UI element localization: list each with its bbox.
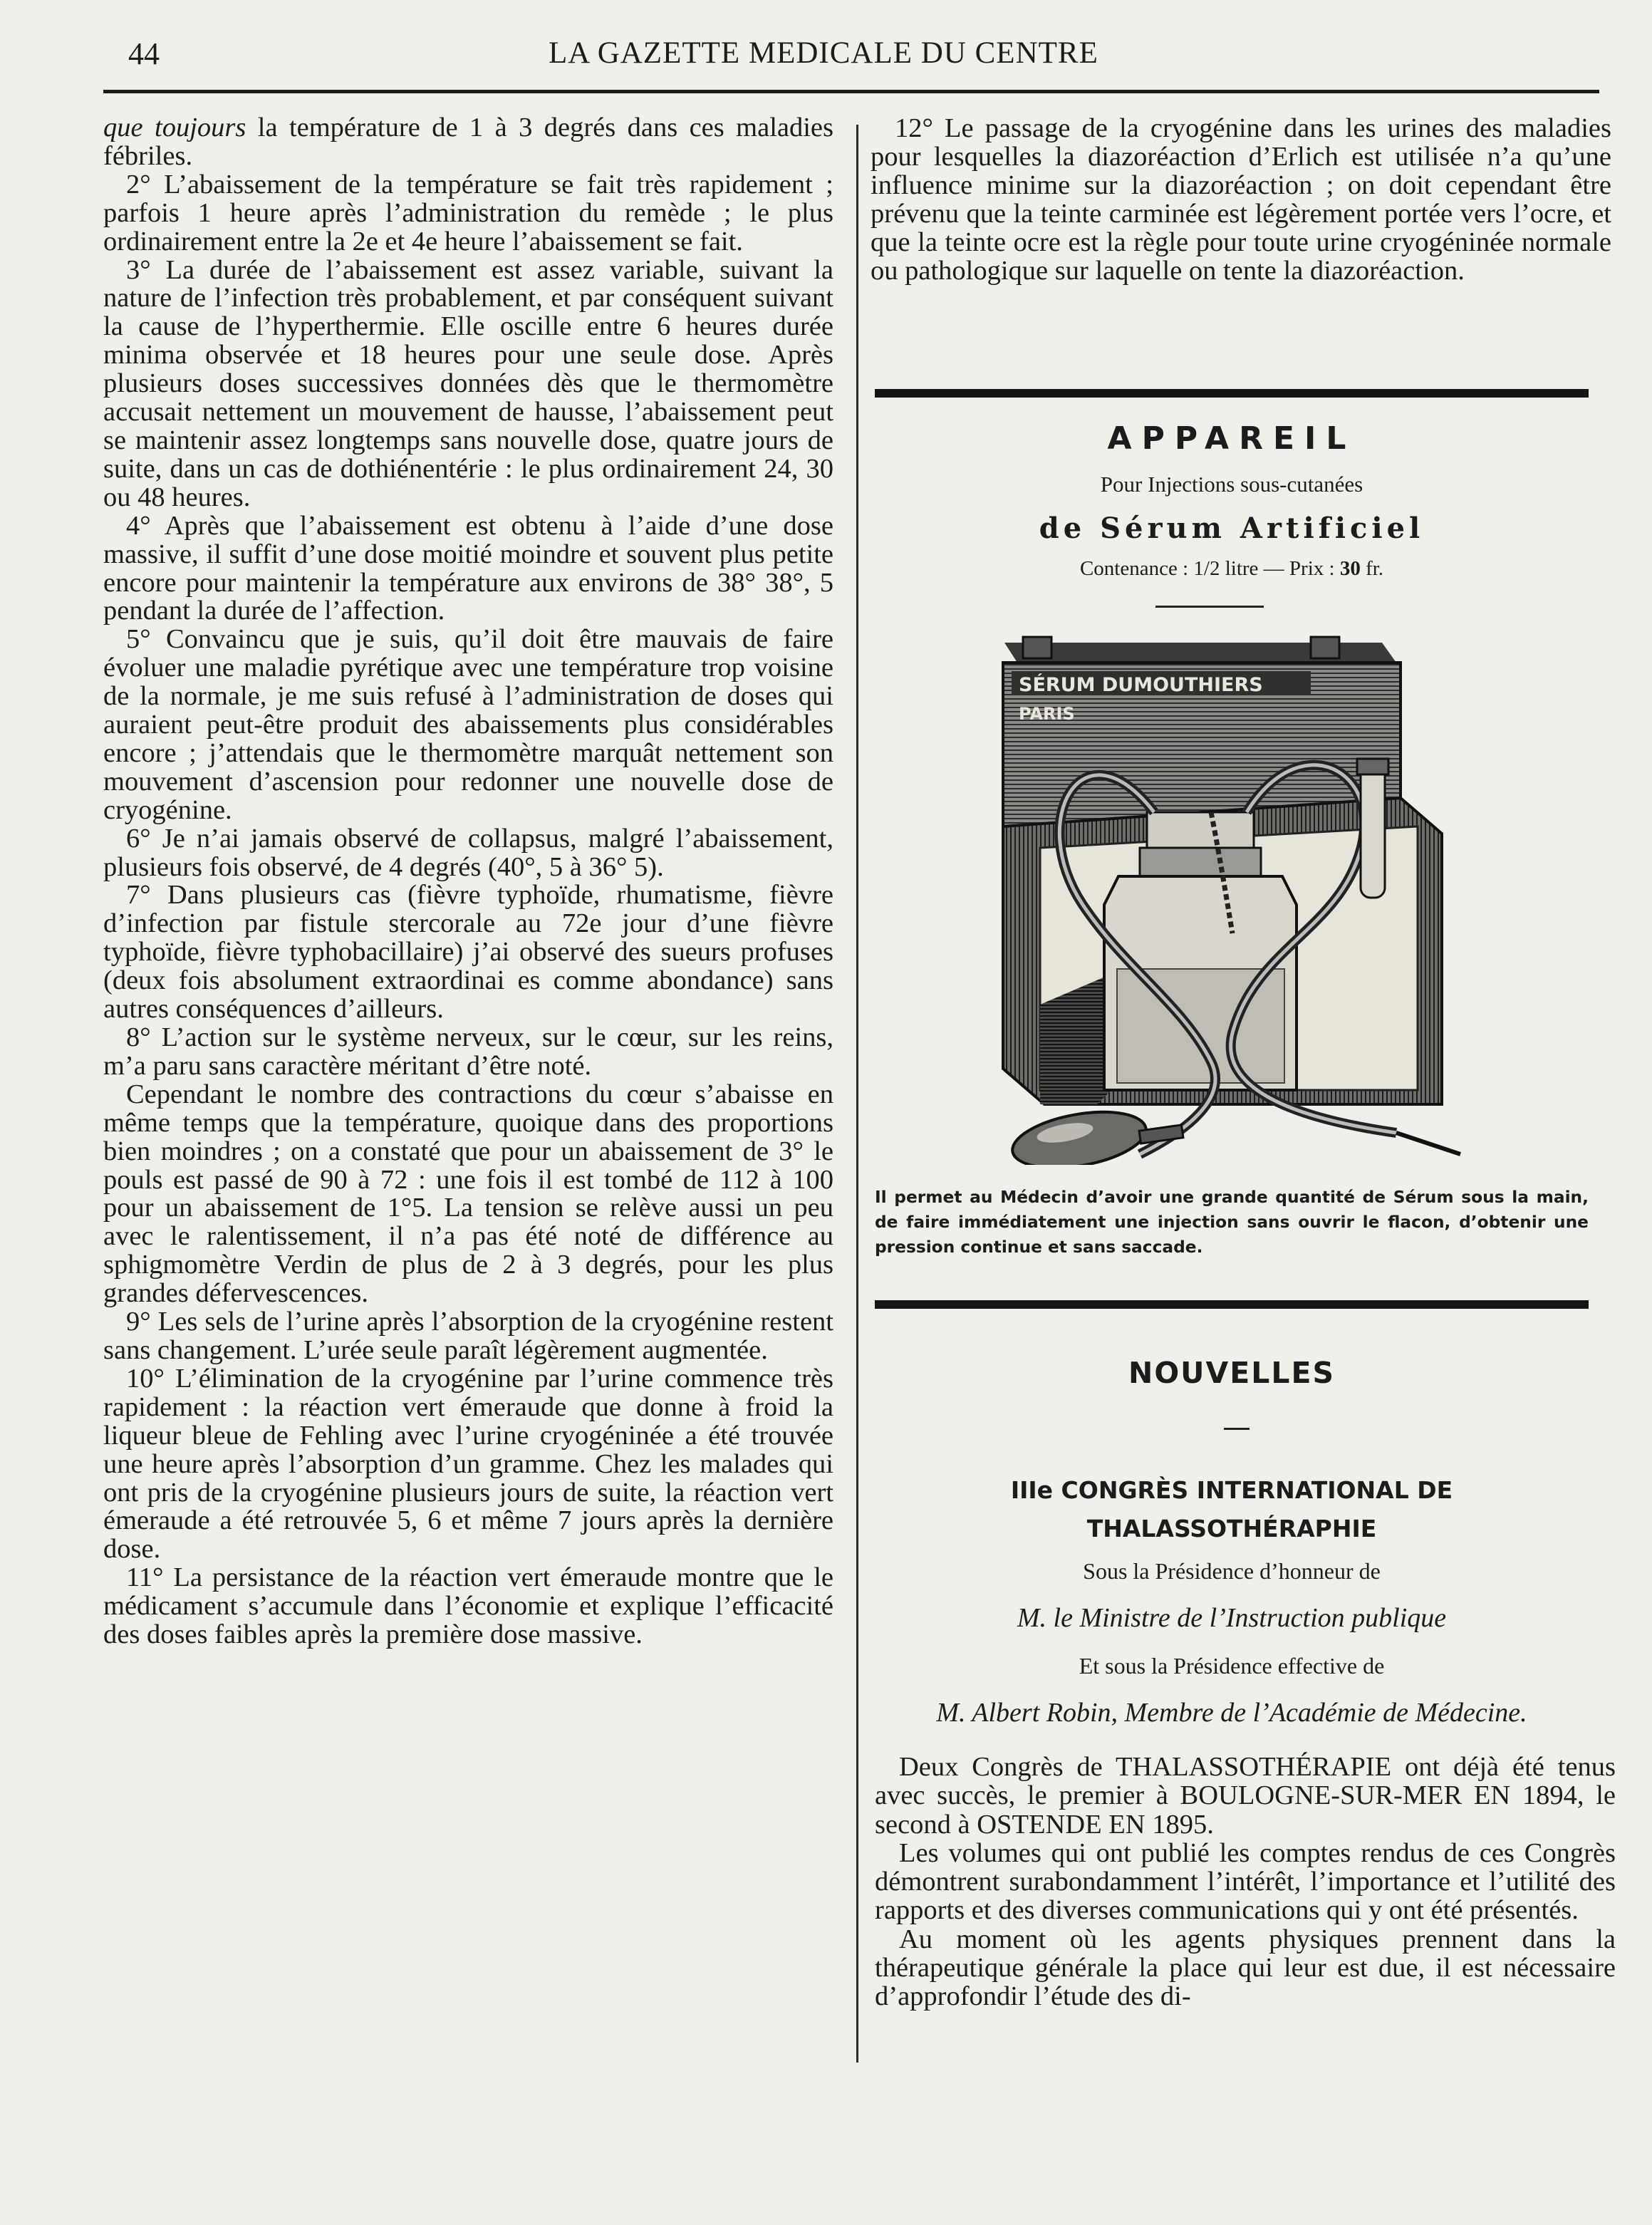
lid-latch-right [1311, 637, 1339, 658]
news-dash [1224, 1428, 1250, 1430]
congress-title [875, 1471, 1589, 1548]
lid-latch-left [1023, 637, 1051, 658]
bottle-neck [1140, 848, 1261, 876]
journal-title: LA GAZETTE MEDICALE DU CENTRE [549, 36, 1098, 70]
paragraph-3: 3° La durée de l’abaissement est assez variable, suivant la nature de l’infection très probablement, et par conséquent suivant la cause de l’hyperthermie. Elle oscille entre 6 heures durée minima observée et 18 heures pour une seule dose. Après plusieurs doses successives données dès que le thermomètre accusait nettement un mouvement de hausse, l’abaissement peut se maintenir assez longtemps sans nouvelle dose, quatre jours de suite, dans un cas de dothiénentérie : le plus ordinairement 24, 30 ou 48 heures. [103, 254, 833, 512]
paragraph-8: 8° L’action sur le système nerveux, sur le cœur, sur les reins, m’a paru sans caractère méritant d’être noté. [103, 1022, 833, 1081]
ad-capacity [875, 557, 1589, 581]
glass-test-tube [1361, 762, 1385, 898]
paragraph-10: 10° L’élimination de la cryogénine par l’urine commence très rapidement : la réaction vert émeraude que donne à froid la liqueur bleue de Fehling avec l’urine cryogéninée a été trouvée une heure après l’absorption d’un gramme. Chez les malades qui ont pris de la cryogénine plusieurs jours de suite, la réaction vert émeraude a été retrouvée 5, 6 et même 7 jours après la dernière dose. [103, 1363, 833, 1565]
italic-lead: que toujours [103, 113, 246, 142]
serum-apparatus-illustration [997, 634, 1471, 1165]
ad-bottom-rule [875, 1300, 1589, 1309]
minister-line: M. le Ministre de l’Instruction publique [1017, 1603, 1447, 1633]
congress-title-line-1: IIIe CONGRÈS INTERNATIONAL DE [1010, 1476, 1453, 1504]
news-paragraph-2: Les volumes qui ont publié les comptes rendus de ces Congrès démontrent surabondamment l’intérêt, l’importance et l’utilité des rapports et des diverses communications qui y ont été présentés. [875, 1837, 1616, 1926]
paragraph-12: 12° Le passage de la cryogénine dans les urines des maladies pour lesquelles la diazoréaction d’Erlich est utilisée n’a qu’une influence minime sur la diazoréaction ; on doit cependant être prévenu que la teinte carminée est légèrement portée vers l’ocre, et que la teinte ocre est la règle pour toute urine cryogéninée normale ou pathologique sur laquelle on tente la diazoréaction. [871, 113, 1611, 286]
ad-short-rule [1155, 606, 1264, 608]
ad-product-line: de Sérum Artificiel [1039, 512, 1425, 545]
paragraph-6: 6° Je n’ai jamais observé de collapsus, malgré l’abaissement, plusieurs fois observé, de 4 degrés (40°, 5 à 36° 5). [103, 823, 833, 882]
robin-line: M. Albert Robin, Membre de l’Académie de Médecine. [936, 1698, 1527, 1728]
ad-top-rule [875, 389, 1589, 398]
honorary-presidency: Sous la Présidence d’honneur de [1083, 1558, 1381, 1584]
ad-price: 30 [1339, 557, 1361, 580]
box-label-city: PARIS [1019, 704, 1075, 724]
paragraph-11: 11° La persistance de la réaction vert émeraude montre que le médicament s’accumule dans l’économie et explique l’efficacité des doses faibles après la première dose massive. [103, 1562, 833, 1650]
test-tube-cap [1357, 759, 1388, 774]
header-rule [103, 90, 1599, 93]
paragraph-7: 7° Dans plusieurs cas (fièvre typhoïde, rhumatisme, fièvre d’infection par fistule stercorale au 72e jour d’une fièvre typhoïde, fièvre typhobacillaire) j’ai observé des sueurs profuses (deux fois absolument extraordinai es comme abondance) sans autres conséquences d’ailleurs. [103, 880, 833, 1025]
page-number: 44 [128, 36, 160, 71]
congress-title-line-2: THALASSOTHÉRAPHIE [1086, 1515, 1377, 1542]
paragraph-continuation-text: la température de 1 à 3 degrés dans ces maladies fébriles. [103, 113, 833, 171]
paragraph-2: 2° L’abaissement de la température se fait très rapidement ; parfois 1 heure après l’administration du remède ; le plus ordinairement entre la 2e et 4e heure l’abaissement se fait. [103, 169, 833, 256]
ad-capacity-prefix: Contenance : 1/2 litre — Prix : [1079, 557, 1335, 580]
left-column [103, 114, 833, 1649]
box-label-brand: SÉRUM DUMOUTHIERS [1019, 674, 1263, 696]
paragraph-continuation [103, 114, 833, 171]
paragraph-cependant: Cependant le nombre des contractions du cœur s’abaisse en même temps que la température, quoique dans des proportions bien moindres ; on a constaté que pour un abaissement de 3° le pouls est passé de 90 à 72 : une fois il est tombé de 112 à 100 pour un abaissement de 1°5. La tension se relève aussi un peu avec le ralentissement, il n’a pas été noté de différence au sphigmomètre Verdin de plus de 2 à 3 degrés, pour les plus grandes défervescences. [103, 1079, 833, 1309]
news-heading: NOUVELLES [1128, 1356, 1335, 1390]
news-paragraph-1: Deux Congrès de THALASSOTHÉRAPIE ont déjà été tenus avec succès, le premier à BOULOGNE-SUR-MER EN 1894, le second à OSTENDE EN 1895. [875, 1752, 1616, 1840]
news-body [875, 1753, 1616, 2011]
paragraph-4: 4° Après que l’abaissement est obtenu à l’aide d’une dose massive, il suffit d’une dose moitié moindre et souvent plus petite encore pour maintenir la température aux environs de 38° 38°, 5 pendant la durée de l’affection. [103, 510, 833, 626]
ad-subtitle: Pour Injections sous-cutanées [1100, 472, 1363, 497]
paragraph-9: 9° Les sels de l’urine après l’absorption de la cryogénine restent sans changement. L’urée seule paraît légèrement augmentée. [103, 1307, 833, 1365]
injection-needle [1396, 1133, 1460, 1154]
right-column [871, 114, 1611, 285]
ad-capacity-suffix: fr. [1366, 557, 1384, 580]
paragraph-5: 5° Convaincu que je suis, qu’il doit être mauvais de faire évoluer une maladie pyrétique avec une température trop voisine de la normale, je me suis refusé à l’administration de doses qui auraient peut-être produit des abaissements plus considérables encore ; j’attendais que le thermomètre marquât nettement son mouvement d’ascension pour redonner une nouvelle dose de cryogénine. [103, 624, 833, 825]
ad-caption: Il permet au Médecin d’avoir une grande quantité de Sérum sous la main, de faire immédiatement une injection sans ouvrir le flacon, d’obtenir une pression continue et sans saccade. [875, 1188, 1589, 1257]
news-paragraph-3: Au moment où les agents physiques prennent dans la thérapeutique générale la place qui leur est due, il est nécessaire d’approfondir l’étude des di- [875, 1924, 1616, 2012]
effective-presidency: Et sous la Présidence effective de [1079, 1653, 1385, 1679]
column-divider [856, 125, 858, 2063]
ad-title: APPAREIL [1107, 420, 1356, 457]
